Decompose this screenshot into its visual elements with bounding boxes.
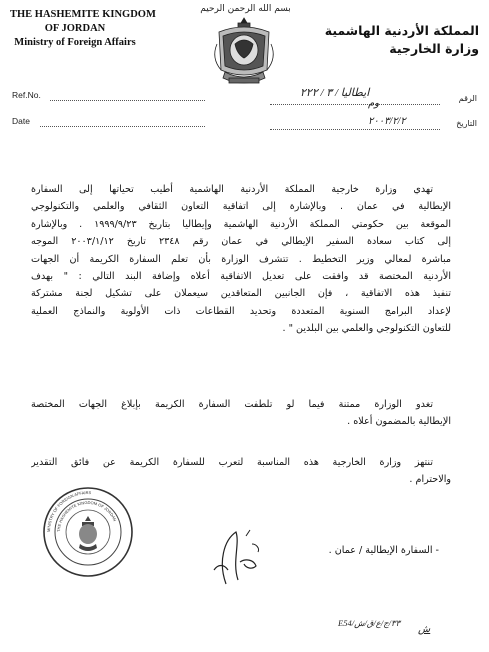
- body-line: لإعداد البرامج السنوية المتعددة وتحديد القطاعات ذات الأولوية والنماذج العملية: [31, 305, 451, 317]
- basmala: بسم الله الرحمن الرحيم: [200, 4, 291, 14]
- file-code: E54/٣٣/ج/ع/ق/ش: [338, 618, 401, 628]
- date-ar-dotted-line: [270, 129, 440, 130]
- header-en-line-2: OF JORDAN: [44, 23, 106, 34]
- body-line: تنتهز وزارة الخارجية هذه المناسبة لتعرب للسفارة الكريمة عن فائق التقدير: [31, 457, 433, 468]
- header-en-line-1: THE HASHEMITE KINGDOM: [10, 9, 156, 20]
- header-arabic: [325, 22, 479, 58]
- ref-dotted-line: [50, 100, 205, 101]
- date-dotted-line: [40, 126, 205, 127]
- body-line: تنفيذ هذه الاتفاقية ، فإن الجانبين المتعاقدين سيعملان على تشكيل لجنة مشتركة: [31, 288, 451, 300]
- body-line: الإيطالية بالمضمون أعلاه .: [347, 416, 451, 428]
- body-line: تهدي وزارة خارجية المملكة الأردنية الهاشمية أطيب تحياتها إلى السفارة: [31, 184, 433, 195]
- date-value: ٢٠٠٣/٢/٢: [368, 116, 406, 127]
- seal-inner-text: THE HASHEMITE KINGDOM OF JORDAN: [55, 499, 118, 533]
- body-line: مباشرة لمعالي وزير التخطيط . تتشرف الوزارة بأن تعلم السفارة الكريمة أن الجهات: [31, 253, 451, 265]
- seal-outer-text: MINISTRY OF FOREIGN AFFAIRS: [45, 489, 92, 533]
- body-line: الأردنية المختصة قد وافقت على تعديل الاتفاقية أعلاه وإضافة البند التالي : " بهدف: [31, 271, 451, 283]
- ministry-seal: [40, 484, 136, 580]
- header-en-line-3: Ministry of Foreign Affairs: [14, 37, 136, 48]
- body-line: تغدو الوزارة ممتنة فيما لو تلطفت السفارة الكريمة بإبلاغ الجهات المختصة: [31, 399, 433, 410]
- header-ar-line-1: المملكة الأردنية الهاشمية: [324, 23, 479, 38]
- date-label-ar: التاريخ: [456, 119, 477, 128]
- body-line: والاحترام .: [409, 474, 451, 486]
- body-paragraph-2: [31, 396, 451, 431]
- date-label: Date: [12, 116, 30, 126]
- body-line: الموقعة بين حكومتي المملكة الأردنية الهاشمية وإيطاليا بتاريخ ١٩٩٩/٩/٢٣ . وبالإشارة: [31, 218, 451, 230]
- ref-label: Ref.No.: [12, 90, 41, 100]
- body-paragraph-1: [31, 181, 451, 338]
- header-english: [10, 8, 156, 50]
- ref-ar-dotted-line: [270, 104, 440, 105]
- body-line: الإيطالية في عمان . وبالإشارة إلى اتفاقية التعاون الثقافي والعلمي والتكنولوجي: [31, 201, 451, 213]
- signature: [196, 522, 276, 592]
- coat-of-arms-emblem: [205, 14, 283, 86]
- initials: ش: [418, 624, 431, 635]
- ref-value: ايطاليا / ٣ / ٢٢٢: [300, 87, 370, 99]
- recipient: - السفارة الإيطالية / عمان .: [328, 545, 439, 556]
- body-line: إلى كتاب سعادة السفير الإيطالي في عمان رقم ٢٣٤٨ تاريخ ٢٠٠٣/١/١٢ الموجه: [31, 236, 451, 248]
- body-line: للتعاون التكنولوجي والعلمي بين البلدين " .: [282, 323, 451, 335]
- ref-label-ar: الرقم: [458, 94, 477, 103]
- ref-value-prefix: وم: [368, 98, 380, 109]
- header-ar-line-2: وزارة الخارجية: [389, 41, 479, 56]
